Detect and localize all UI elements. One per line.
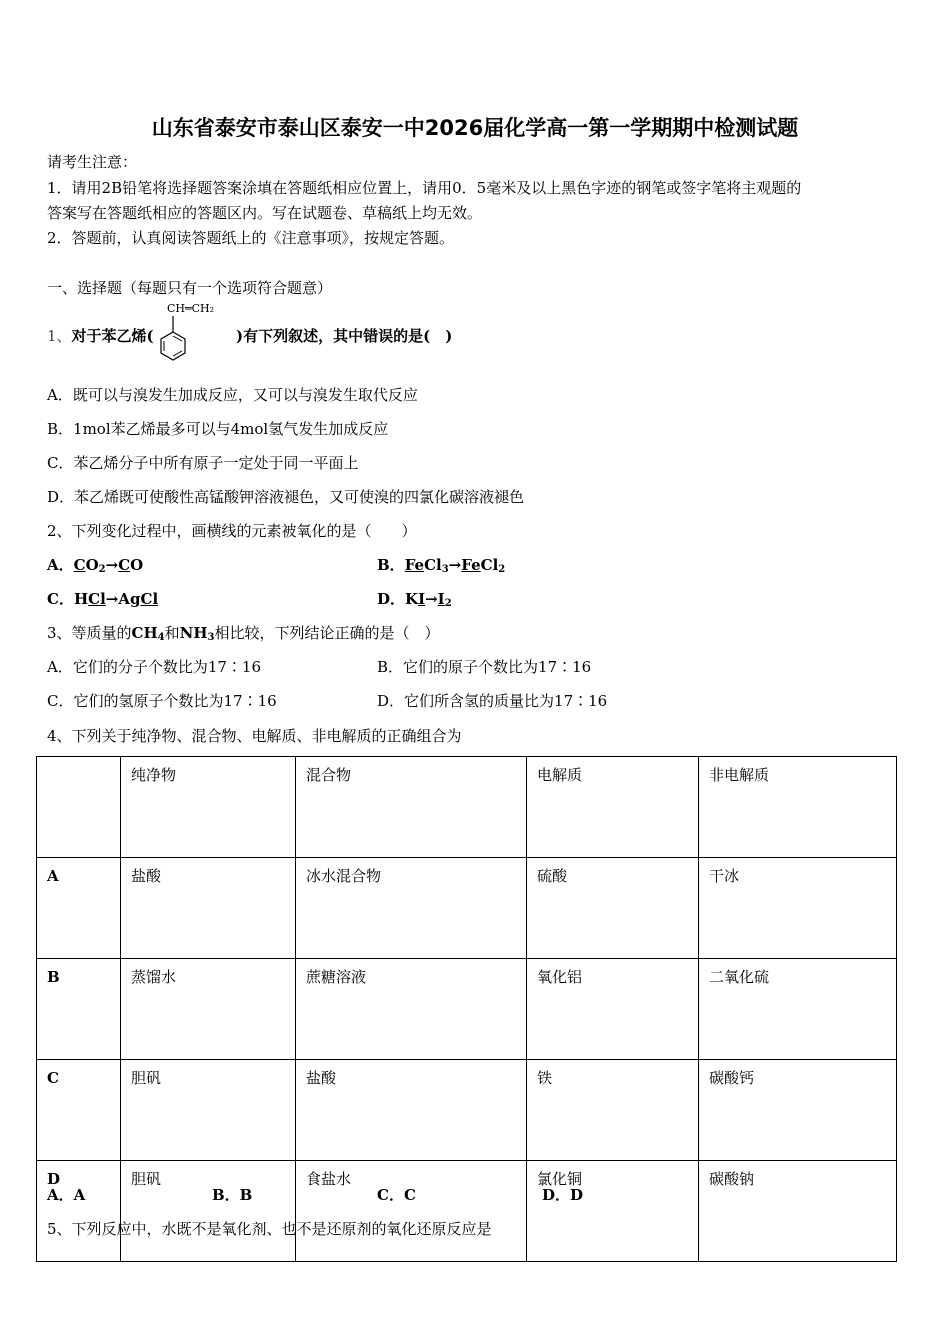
table-cell: 二氧化硫 [699,959,897,1060]
q3-nh: NH [179,624,208,642]
q4-stem: 4、下列关于纯净物、混合物、电解质、非电解质的正确组合为 [47,727,462,745]
q1-stem-pre: 对于苯乙烯( [71,327,154,345]
arrow: → [105,556,119,574]
q2-b-fe1: Fe [404,556,425,574]
q3-nh-sub: 3 [207,632,215,643]
q4-option-b: B．B [212,1186,253,1204]
table-cell: D [37,1161,121,1262]
table-cell: 蔗糖溶液 [296,959,527,1060]
q3-stem [47,623,440,648]
q2-b-cl2: Cl [480,556,499,574]
q4-option-c: C．C [377,1186,416,1204]
table-cell: B [37,959,121,1060]
q3-stem-a: 3、等质量的 [47,624,132,642]
q5-stem: 5、下列反应中，水既不是氧化剂、也不是还原剂的氧化还原反应是 [47,1220,492,1238]
q2-d-label: D． [377,590,406,608]
table-cell: 胆矾 [121,1161,296,1262]
styrene-structure [155,298,239,366]
q3-and: 和 [164,624,180,642]
q2-c-ag: Ag [118,590,141,608]
q3-stem-b: 相比较，下列结论正确的是（ ） [214,624,440,642]
q4-table [36,756,897,1262]
table-cell: 铁 [527,1060,699,1161]
notice-line-1a: 1．请用2B铅笔将选择题答案涂填在答题纸相应位置上，请用0．5毫米及以上黑色字迹的钢笔或签字笔将主观题的 [47,179,802,197]
table-cell: A [37,858,121,959]
notice-heading: 请考生注意： [47,153,138,171]
q3-option-d: D．它们所含氢的质量比为17∶16 [377,692,608,710]
table-cell: 蒸馏水 [121,959,296,1060]
table-cell: 胆矾 [121,1060,296,1161]
table-cell: C [37,1060,121,1161]
q2-b-fe2: Fe [461,556,481,574]
notice-line-1b: 答案写在答题纸相应的答题区内。写在试题卷、草稿纸上均无效。 [47,204,483,222]
q2-a-c1: C [73,556,86,574]
table-header: 电解质 [527,757,699,858]
q2-c-h: H [73,590,89,608]
table-cell: 硫酸 [527,858,699,959]
q4-option-d: D．D [542,1186,584,1204]
q1-number: 1、 [47,327,72,345]
table-row [37,1161,897,1262]
q2-a-s1: 2 [98,564,106,575]
q2-a-o1: O [85,556,99,574]
table-cell: 碳酸钠 [699,1161,897,1262]
table-header: 非电解质 [699,757,897,858]
q1-stem-post: )有下列叙述，其中错误的是( ) [236,327,453,345]
table-header: 纯净物 [121,757,296,858]
table-cell: 食盐水 [296,1161,527,1262]
q2-option-c [47,589,158,609]
table-header: 混合物 [296,757,527,858]
q2-d-i2: I [437,590,445,608]
table-cell: 干冰 [699,858,897,959]
section-heading: 一、选择题（每题只有一个选项符合题意） [47,279,333,297]
table-row [37,1060,897,1161]
q2-a-c2: C [118,556,131,574]
table-cell [37,757,121,858]
q3-ch: CH [131,624,158,642]
q2-option-d [377,589,452,614]
q2-b-label: B． [377,556,405,574]
q3-option-b: B．它们的原子个数比为17∶16 [377,658,592,676]
q1-stem [47,326,154,346]
q1-option-d: D．苯乙烯既可使酸性高锰酸钾溶液褪色，又可使溴的四氯化碳溶液褪色 [47,488,525,506]
arrow: → [105,590,119,608]
arrow: → [448,556,462,574]
table-cell: 氯化铜 [527,1161,699,1262]
q2-stem: 2、下列变化过程中，画横线的元素被氧化的是（ ） [47,522,417,540]
notice-line-2: 2．答题前，认真阅读答题纸上的《注意事项》，按规定答题。 [47,229,455,247]
table-row [37,858,897,959]
q1-option-c: C．苯乙烯分子中所有原子一定处于同一平面上 [47,454,359,472]
q2-a-label: A． [47,556,74,574]
table-row [37,959,897,1060]
table-cell: 氧化铝 [527,959,699,1060]
q1-option-a: A．既可以与溴发生加成反应，又可以与溴发生取代反应 [47,386,418,404]
q2-option-a [47,555,143,580]
q2-c-cl2: Cl [140,590,159,608]
q3-option-c: C．它们的氢原子个数比为17∶16 [47,692,277,710]
q2-c-label: C． [47,590,74,608]
table-header-row [37,757,897,858]
q2-d-i1: I [418,590,426,608]
styrene-label: CH═CH₂ [167,302,215,315]
q2-b-s1: 3 [441,564,449,575]
page-title: 山东省泰安市泰山区泰安一中2026届化学高一第一学期期中检测试题 [151,116,799,140]
q1-option-b: B．1mol苯乙烯最多可以与4mol氢气发生加成反应 [47,420,389,438]
q2-c-cl1: Cl [88,590,106,608]
q3-ch-sub: 4 [157,632,165,643]
q2-d-k: K [405,590,419,608]
q2-b-cl1: Cl [424,556,442,574]
table-cell: 盐酸 [121,858,296,959]
q2-option-b [377,555,505,580]
q2-d-s2: 2 [444,598,452,609]
table-cell: 盐酸 [296,1060,527,1161]
arrow: → [425,590,438,608]
table-cell: 冰水混合物 [296,858,527,959]
q2-b-s2: 2 [498,564,506,575]
q4-option-a: A．A [47,1186,86,1204]
table-cell: 碳酸钙 [699,1060,897,1161]
q3-option-a: A．它们的分子个数比为17∶16 [47,658,262,676]
q2-a-o2: O [130,556,144,574]
